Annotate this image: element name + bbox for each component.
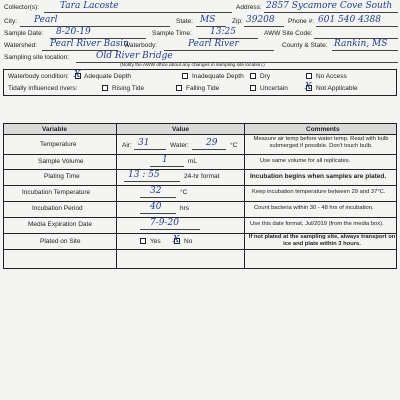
waterbody-value: Pearl River <box>188 39 239 49</box>
onsite-yes-checkbox[interactable] <box>140 238 146 244</box>
expiration-label: Media Expiration Date <box>28 221 92 228</box>
site-code-label: AWW Site Code: <box>264 30 313 37</box>
tidal-label: Tidally influenced rivers: <box>8 85 78 92</box>
county-value: Rankin, MS <box>334 39 388 49</box>
sample-time-label: Sample Time: <box>152 30 192 37</box>
air-label: Air: <box>122 142 132 149</box>
state-value: MS <box>200 15 216 25</box>
sample-time-value: 13:25 <box>210 27 236 37</box>
sample-date-label: Sample Date: <box>4 30 44 37</box>
sample-date-value: 8-20-19 <box>56 27 91 37</box>
inc-temp-label: Incubation Temperature <box>22 189 91 196</box>
notify-note: (Notify the AWW office about any changes in sampling site location.) <box>120 63 265 68</box>
not-applicable-mark: X <box>305 82 312 92</box>
rising-tide-checkbox[interactable] <box>102 85 108 91</box>
onsite-comment: If not plated at the sampling site, always transport on ice and plate within 3 hours. <box>248 234 396 247</box>
falling-tide-checkbox[interactable] <box>176 85 182 91</box>
onsite-yes-label: Yes <box>150 238 161 245</box>
inc-period-unit: hrs <box>180 205 190 212</box>
plating-unit: 24-hr format <box>184 173 220 180</box>
zip-label: Zip: <box>232 18 243 25</box>
phone-label: Phone #: <box>288 18 315 25</box>
phone-value: 601 540 4388 <box>318 15 381 25</box>
expiration-value: 7-9-20 <box>150 218 179 228</box>
volume-comment: Use same volume for all replicates. <box>260 158 351 164</box>
col-variable: Variable <box>42 126 67 133</box>
onsite-label: Plated on Site <box>40 238 81 245</box>
inc-period-value: 40 <box>150 202 162 212</box>
address-label: Address: <box>236 4 262 11</box>
waterbody-label: Waterbody: <box>124 42 157 49</box>
inc-temp-unit: °C <box>180 189 188 196</box>
location-label: Sampling site location: <box>4 54 70 61</box>
expiration-comment: Use this date format, Jul/2019 (from the media box). <box>250 221 384 227</box>
uncertain-label: Uncertain <box>260 85 288 92</box>
water-value: 29 <box>206 138 218 148</box>
temp-unit: °C <box>230 142 238 149</box>
collector-label: Collector(s): <box>4 4 40 11</box>
volume-unit: mL <box>188 158 198 165</box>
inc-period-label: Incubation Period <box>32 205 83 212</box>
inadequate-depth-label: Inadequate Depth <box>192 73 244 80</box>
onsite-no-label: No <box>184 238 193 245</box>
inc-temp-value: 32 <box>150 186 162 196</box>
collector-value: Tara Lacoste <box>60 1 119 11</box>
watershed-label: Watershed: <box>4 42 37 49</box>
no-access-label: No Access <box>316 73 347 80</box>
inc-period-comment: Count bacteria within 30 - 48 hrs of incubation. <box>254 205 374 211</box>
inadequate-depth-checkbox[interactable] <box>182 73 188 79</box>
not-applicable-label: Not Applicable <box>316 85 358 92</box>
volume-value: 1 <box>162 155 168 165</box>
location-value: Old River Bridge <box>96 51 173 61</box>
dry-label: Dry <box>260 73 271 80</box>
rising-tide-label: Rising Tide <box>112 85 145 92</box>
inc-temp-comment: Keep incubation temperature between 29 and 37°C. <box>252 189 386 195</box>
waterbody-condition-label: Waterbody condition: <box>8 73 69 80</box>
temp-comment: Measure air temp before water temp. Read with bulb submerged if possible. Don't touch bulb. <box>253 136 389 149</box>
temp-label: Temperature <box>40 141 77 148</box>
onsite-no-mark: X <box>173 235 180 245</box>
air-value: 31 <box>138 138 150 148</box>
plating-value: 13 : 55 <box>128 170 160 180</box>
col-value: Value <box>172 126 189 133</box>
falling-tide-label: Falling Tide <box>186 85 220 92</box>
water-label: Water: <box>170 142 189 149</box>
dry-checkbox[interactable] <box>250 73 256 79</box>
zip-value: 39208 <box>246 15 275 25</box>
no-access-checkbox[interactable] <box>306 73 312 79</box>
state-label: State: <box>176 18 193 25</box>
volume-label: Sample Volume <box>38 158 84 165</box>
plating-comment: Incubation begins when samples are plated. <box>250 173 387 180</box>
adequate-depth-label: Adequate Depth <box>84 73 131 80</box>
city-label: City: <box>4 18 17 25</box>
watershed-value: Pearl River Basin <box>50 39 129 49</box>
plating-label: Plating Time <box>44 173 80 180</box>
county-label: County & State: <box>282 42 328 49</box>
uncertain-checkbox[interactable] <box>250 85 256 91</box>
col-comments: Comments <box>306 126 340 133</box>
address-value: 2857 Sycamore Cove South <box>266 1 393 11</box>
city-value: Pearl <box>34 15 58 25</box>
adequate-depth-mark: X <box>74 70 81 80</box>
